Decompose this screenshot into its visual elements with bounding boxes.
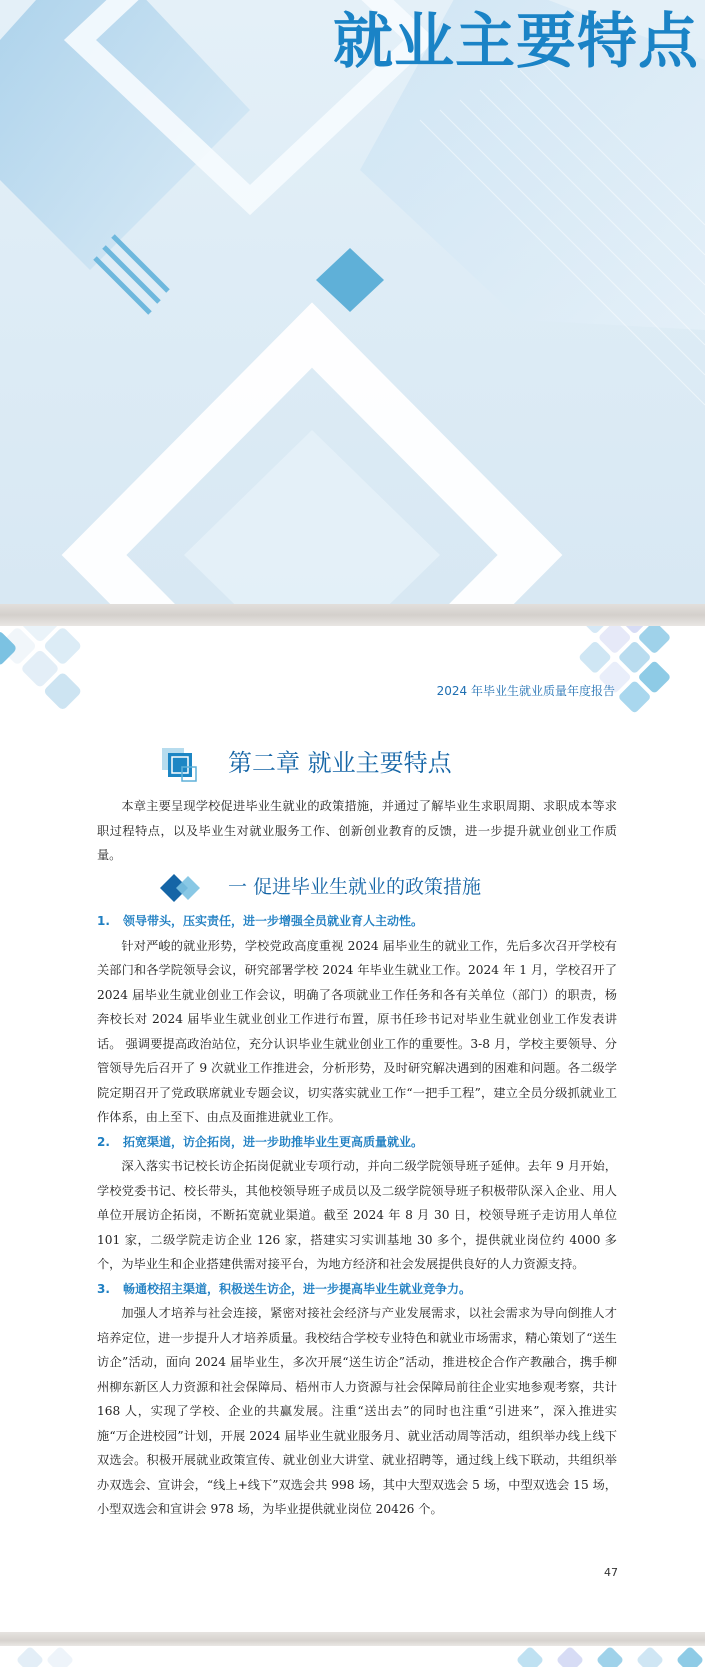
paragraph-3: 加强人才培养与社会连接，紧密对接社会经济与产业发展需求，以社会需求为导向倒推人才培养定位，进一步提升人才培养质量。我校结合学校专业特色和就业市场需求，精心策划了“送生访企”活动，面向 2024 届毕业生，多次开展“送生访企”活动，推进校企合作产教融合，携手柳州柳东新区人力资源和社会保障局、梧州市人力资源与社会保障局前往企业实地参观考察，共计 168 人，实现了学校、企业的共赢发展。注重“送出去”的同时也注重“引进来”，深入推进实施“万企进校园”计划，开展 2024 届毕业生就业服务月、就业活动周等活动，组织举办线上线下双选会。积极开展就业政策宣传、就业创业大讲堂、就业招聘等，通过线上线下联动，共组织举办双选会、宣讲会，“线上+线下”双选会共 998 场，其中大型双选会 5 场，中型双选会 15 场，小型双选会和宣讲会 978 场，为毕业提供就业岗位 20426 个。 [97, 1306, 617, 1516]
chapter-square-icon [160, 746, 200, 782]
subheading-3 [97, 1277, 617, 1302]
corner-tiles-decoration [475, 626, 705, 736]
subheading-text: 拓宽渠道，访企拓岗，进一步助推毕业生更高质量就业。 [123, 1134, 424, 1149]
section-heading [158, 870, 578, 906]
stripes-shape [95, 236, 168, 313]
next-page-peek [0, 1646, 705, 1667]
running-head: 2024 年毕业生就业质量年度报告 [436, 684, 615, 698]
section-body [97, 909, 617, 1522]
subheading-text: 领导带头，压实责任，进一步增强全员就业育人主动性。 [123, 914, 424, 928]
report-page [0, 626, 705, 1632]
cover-page [0, 0, 705, 604]
page-separator [0, 1632, 705, 1646]
corner-tiles-decoration [0, 1646, 705, 1667]
subheading-number: 3. [97, 1281, 110, 1296]
page-number: 47 [604, 1566, 618, 1579]
cover-title: 就业主要特点 [333, 7, 699, 77]
small-diamond-shape [316, 248, 384, 312]
page-separator [0, 604, 705, 626]
corner-tiles-decoration [0, 626, 130, 716]
subheading-number: 2. [97, 1134, 110, 1149]
intro-text: 本章主要呈现学校促进毕业生就业的政策措施，并通过了解毕业生求职周期、求职成本等求职过程特点，以及毕业生对就业服务工作、创新创业教育的反馈，进一步提升就业创业工作质量。 [97, 799, 617, 862]
intro-paragraph [97, 794, 617, 868]
section-title: 一 促进毕业生就业的政策措施 [228, 876, 482, 898]
subheading-2 [97, 1130, 617, 1155]
paragraph-2: 深入落实书记校长访企拓岗促就业专项行动，并向二级学院领导班子延伸。去年 9 月开始，学校党委书记、校长带头，其他校领导班子成员以及二级学院领导班子积极带队深入企业、用人单位开展访企拓岗，不断拓宽就业渠道。截至 2024 年 8 月 30 日，校领导班子走访用人单位 101 家，二级学院走访企业 126 家，搭建实习实训基地 30 多个，提供就业岗位约 4000 多个，为毕业生和企业搭建供需对接平台，为地方经济和社会发展提供良好的人力资源支持。 [97, 1159, 617, 1271]
cover-decoration [0, 0, 705, 604]
subheading-1 [97, 909, 617, 934]
diamond-bullet-icon [158, 870, 208, 906]
chapter-heading [160, 744, 560, 784]
paragraph-1: 针对严峻的就业形势，学校党政高度重视 2024 届毕业生的就业工作，先后多次召开学校有关部门和各学院领导会议，研究部署学校 2024 年毕业生就业工作。2024 年 1 月，学校召开了 2024 届毕业生就业创业工作会议，明确了各项就业工作任务和各有关单位（部门）的职责，杨奔校长对 2024 届毕业生就业创业工作进行布置，原书任珍书记对毕业生就业创业工作发表讲话。 强调要提高政治站位，充分认识毕业生就业创业工作的重要性。3-8 月，学校主要领导、分管领导先后召开了 9 次就业工作推进会，分析形势，及时研究解决遇到的困难和问题。各二级学院定期召开了党政联席就业专题会议，切实落实就业工作“一把手工程”，建立全员分级抓就业工作体系，由上至下、由点及面推进就业工作。 [97, 938, 617, 1124]
chapter-title: 第二章 就业主要特点 [228, 749, 452, 777]
diamond-shape [0, 0, 250, 270]
subheading-text: 畅通校招主渠道，积极送生访企，进一步提高毕业生就业竞争力。 [123, 1281, 472, 1296]
subheading-number: 1. [97, 914, 110, 928]
